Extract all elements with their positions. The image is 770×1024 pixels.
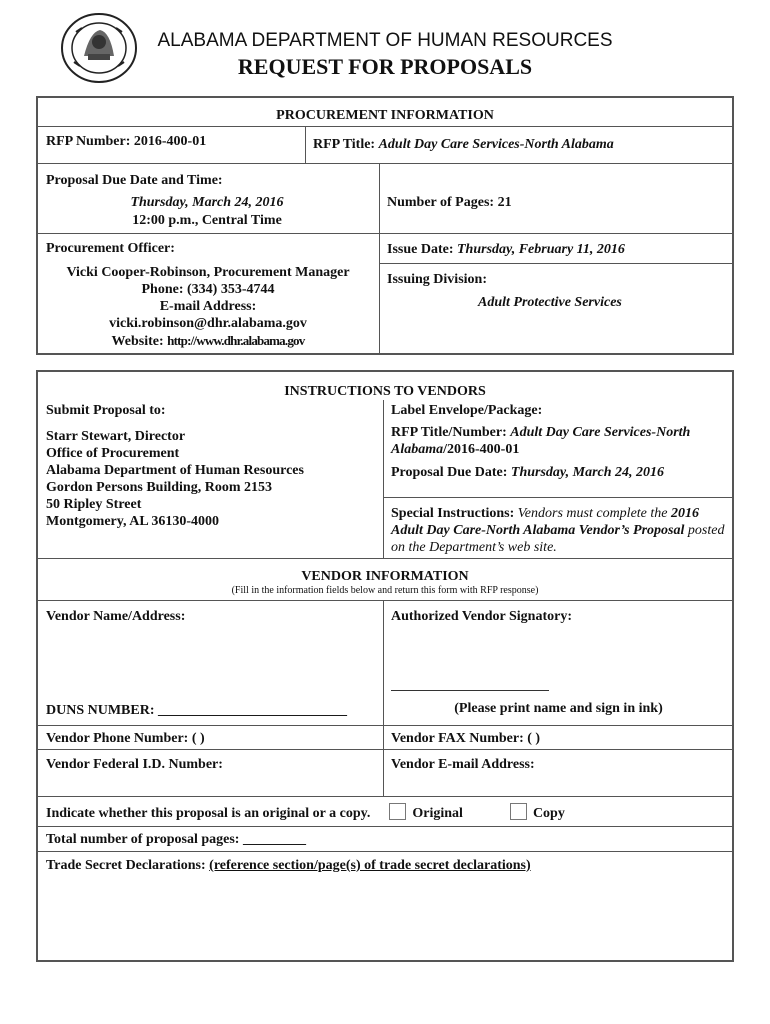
issue-date-field [387,241,625,258]
rfp-number-field [46,133,206,150]
rfp-tn-label: RFP Title/Number: [391,425,507,440]
website-link[interactable]: http://www.dhr.alabama.gov [167,333,305,348]
signature-line[interactable] [391,690,549,691]
vendor-fax-field[interactable]: Vendor FAX Number: ( ) [391,731,541,746]
rfp-title-value: Adult Day Care Services-North Alabama [378,137,614,152]
trade-secret-row[interactable] [46,857,531,874]
due-date-value: Thursday, March 24, 2016 [130,195,284,210]
address-line: 50 Ripley Street [46,497,142,512]
number-of-pages [387,194,512,211]
vendor-email-field[interactable]: Vendor E-mail Address: [391,757,535,772]
officer-phone: Phone: (334) 353-4744 [141,282,275,297]
sign-note: (Please print name and sign in ink) [454,701,663,716]
rfp-number-label: RFP Number: [46,134,131,149]
original-option-label: Original [412,806,463,821]
label-envelope-heading: Label Envelope/Package: [391,403,543,418]
address-line: Starr Stewart, Director [46,429,186,444]
special-label: Special Instructions: [391,506,515,521]
officer-email-label: E-mail Address: [159,299,257,314]
copy-checkbox[interactable] [510,803,527,820]
address-line: Gordon Persons Building, Room 2153 [46,480,272,495]
address-line: Office of Procurement [46,446,180,461]
page-title: REQUEST FOR PROPOSALS [237,54,533,79]
instr-due-label: Proposal Due Date: [391,465,508,480]
vendor-signatory-label[interactable]: Authorized Vendor Signatory: [391,609,572,624]
due-date-label: Proposal Due Date and Time: [46,173,223,188]
original-checkbox[interactable] [389,803,406,820]
division-label: Issuing Division: [387,272,487,287]
total-pages-field[interactable]: Total number of proposal pages: _________ [46,832,306,847]
special-instructions [391,505,729,556]
trade-secret-label: Trade Secret Declarations: [46,858,206,873]
special-text-2: posted on the Department’s web site. [391,523,725,555]
procurement-heading: PROCUREMENT INFORMATION [276,108,494,123]
rfp-title-number [391,424,727,458]
address-line: Alabama Department of Human Resources [46,463,304,478]
address-line: Montgomery, AL 36130-4000 [46,514,220,529]
pages-label: Number of Pages: [387,195,495,210]
submit-label: Submit Proposal to: [46,403,166,418]
state-seal [60,12,138,84]
issue-date-label: Issue Date: [387,242,454,257]
vendor-heading: VENDOR INFORMATION [301,569,469,584]
rfp-tn-number: /2016-400-01 [443,442,520,457]
rfp-title-label: RFP Title: [313,137,376,152]
officer-block [40,264,376,350]
due-time-value: 12:00 p.m., Central Time [132,213,282,228]
officer-email[interactable]: vicki.robinson@dhr.alabama.gov [109,316,307,331]
original-question: Indicate whether this proposal is an original or a copy. [46,806,371,821]
division-value: Adult Protective Services [478,295,622,310]
original-or-copy-row [46,803,565,822]
vendor-fein-field[interactable]: Vendor Federal I.D. Number: [46,757,223,772]
instr-due-value: Thursday, March 24, 2016 [510,465,665,480]
officer-name: Vicki Cooper-Robinson, Procurement Manager [66,265,350,280]
vendor-subheading: (Fill in the information fields below and return this form with RFP response) [231,585,539,596]
pages-value: 21 [497,195,512,210]
duns-number-field[interactable]: DUNS NUMBER: ___________________________ [46,703,347,718]
vendor-name-label[interactable]: Vendor Name/Address: [46,609,186,624]
issue-date-value: Thursday, February 11, 2016 [457,242,625,257]
instructions-heading: INSTRUCTIONS TO VENDORS [284,384,486,399]
rfp-number-value: 2016-400-01 [133,134,207,149]
rfp-tn-title: Adult Day Care Services-North Alabama [391,425,691,457]
trade-secret-reference: (reference section/page(s) of trade secret declarations) [209,858,531,873]
rfp-title-field [313,136,614,153]
department-name: ALABAMA DEPARTMENT OF HUMAN RESOURCES [157,30,613,51]
officer-label: Procurement Officer: [46,241,175,256]
special-emph: 2016 Adult Day Care-North Alabama Vendor’s Proposal [391,506,699,538]
special-text-1: Vendors must complete the [517,506,668,521]
instr-due-date [391,464,664,481]
copy-option-label: Copy [532,806,565,821]
website-label: Website: [111,334,164,349]
vendor-phone-field[interactable]: Vendor Phone Number: ( ) [46,731,205,746]
submit-address [46,428,304,530]
